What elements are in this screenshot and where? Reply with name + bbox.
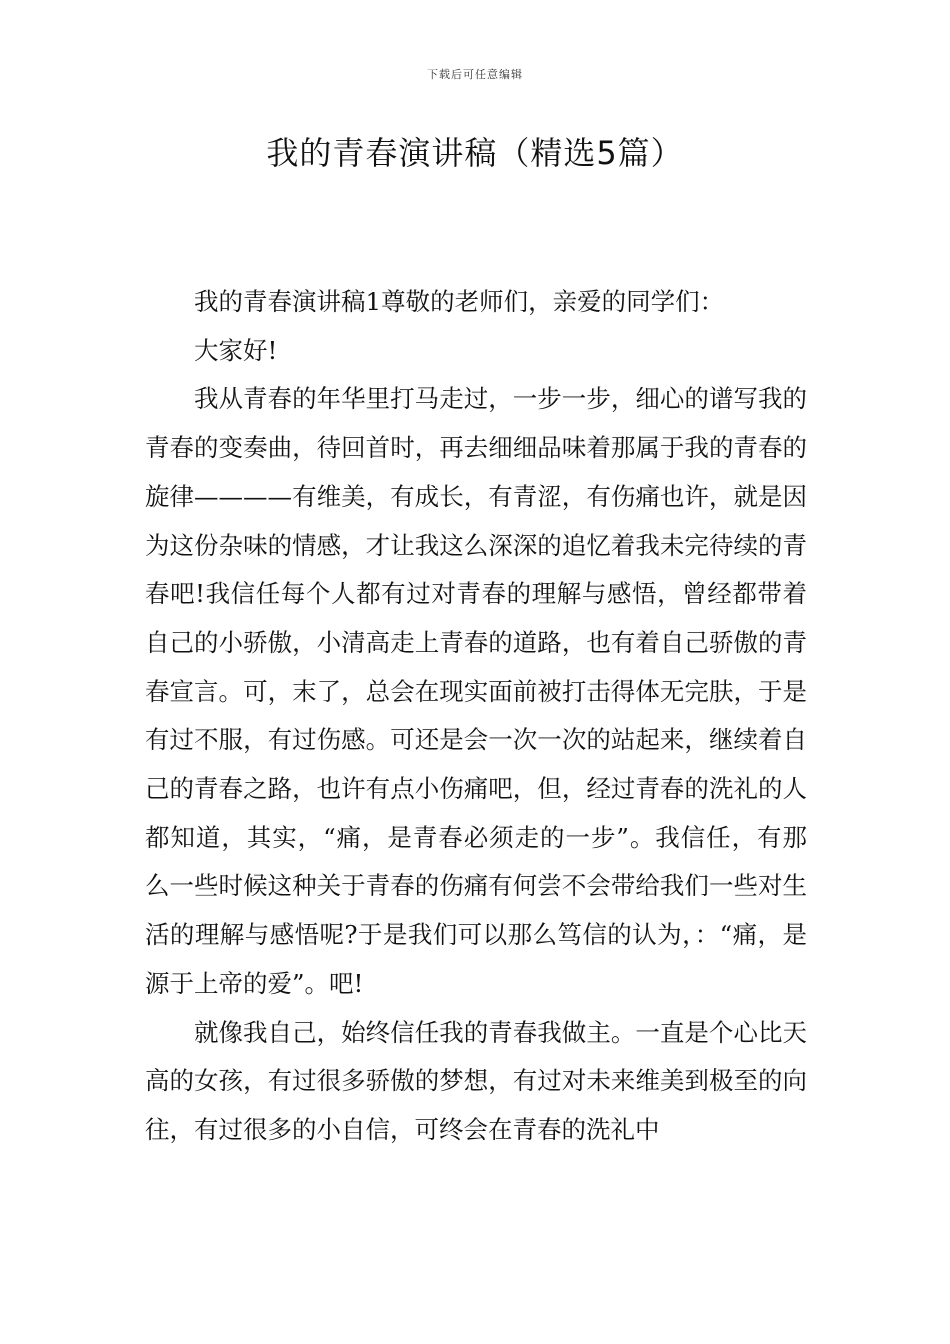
paragraph-continued: 就像我自己，始终信任我的青春我做主。一直是个心比天高的女孩，有过很多骄傲的梦想，有过对未来维美到极至的向往，有过很多的小自信，可终会在青春的洗礼中 xyxy=(145,1017,807,1144)
paragraph-hello: 大家好! xyxy=(194,335,278,365)
paragraph-greeting-line: 我的青春演讲稿1尊敬的老师们，亲爱的同学们： xyxy=(194,287,725,316)
document-title: 我的青春演讲稿（精选5篇） xyxy=(266,134,684,172)
paragraph-main: 我从青春的年华里打马走过，一步一步，细心的谱写我的青春的变奏曲，待回首时，再去细细品味着那属于我的青春的旋律————有维美，有成长，有青涩，有伤痛也许，就是因为这份杂味的情感，才让我这么深深的追忆着我未完待续的青春吧!我信任每个人都有过对青春的理解与感悟，曾经都带着自己的小骄傲，小清高走上青春的道路，也有着自己骄傲的青春宣言。可，末了，总会在现实面前被打击得体无完肤，于是有过不服，有过伤感。可还是会一次一次的站起来，继续着自己的青春之路，也许有点小伤痛吧，但，经过青春的洗礼的人都知道，其实，“痛，是青春必须走的一步”。我信任，有那么一些时候这种关于青春的伤痛有何尝不会带给我们一些对生活的理解与感悟呢?于是我们可以那么笃信的认为，：“痛，是源于上帝的爱”。吧! xyxy=(145,384,807,998)
document-body xyxy=(145,278,807,1155)
header-note: 下载后可任意编辑 xyxy=(427,68,523,81)
